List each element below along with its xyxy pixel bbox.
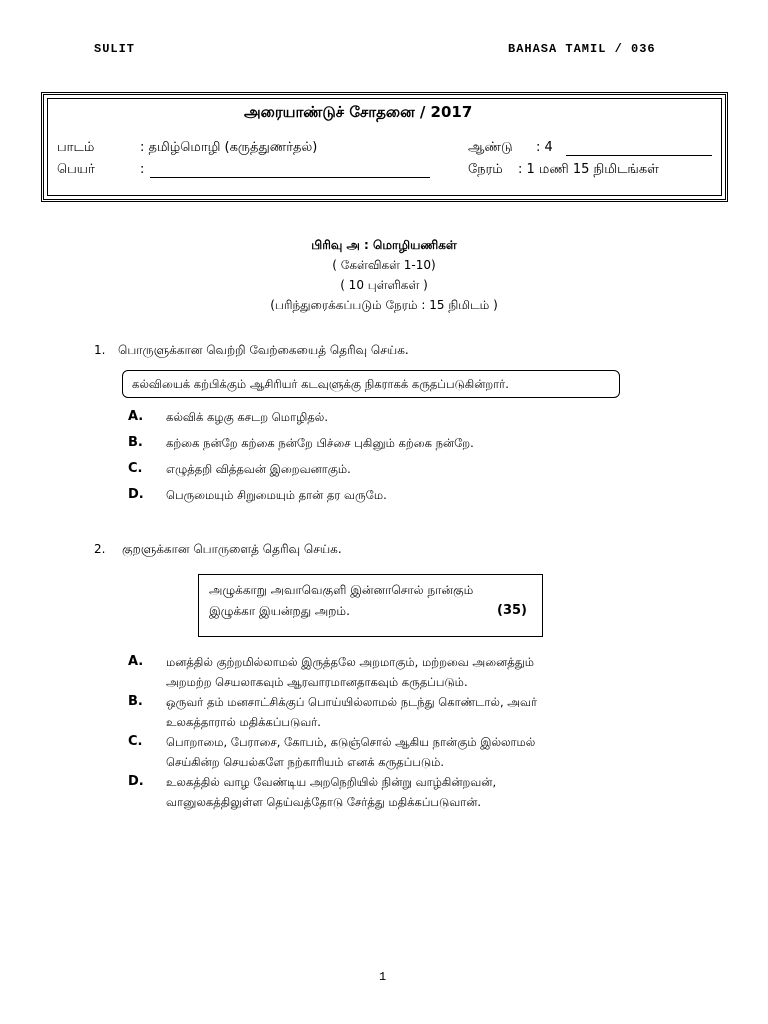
section-marks: ( 10 புள்ளிகள் ): [340, 278, 428, 292]
subject-value: : தமிழ்மொழி (கருத்துணர்தல்): [140, 140, 318, 155]
header-subject-code: BAHASA TAMIL / 036: [508, 42, 656, 56]
q2-prompt: குறளுக்கான பொருளைத் தெரிவு செய்க.: [122, 542, 342, 556]
q2-kural-line2: இழுக்கா இயன்றது அறம்.: [209, 604, 350, 618]
q2-option-d-line2: வானுலகத்திலுள்ள தெய்வத்தோடு சேர்த்து மதிக்கப்படுவான்.: [166, 795, 482, 809]
q2-option-d-letter: D.: [128, 774, 144, 789]
q2-option-c-line2: செய்கின்ற செயல்களே நற்காரியம் எனக் கருதப்படும்.: [166, 755, 445, 769]
q2-option-b-line2: உலகத்தாரால் மதிக்கப்படுவர்.: [166, 715, 321, 729]
year-label: ஆண்டு: [468, 140, 513, 155]
q1-option-a-letter: A.: [128, 409, 144, 424]
q1-prompt: பொருளுக்கான வெற்றி வேற்கையைத் தெரிவு செய்க.: [118, 343, 409, 357]
q1-option-b-text: கற்கை நன்றே கற்கை நன்றே பிச்சை புகினும் கற்கை நன்றே.: [166, 436, 474, 450]
q2-number: 2.: [94, 542, 106, 556]
header-sulit: SULIT: [94, 42, 136, 56]
name-colon: :: [140, 162, 145, 177]
q2-option-c-line1: பொறாமை, பேராசை, கோபம், கடுஞ்சொல் ஆகிய நான்கும் இல்லாமல்: [166, 735, 536, 749]
q1-option-d-text: பெருமையும் சிறுமையும் தான் தர வருமே.: [166, 488, 387, 502]
q2-option-b-line1: ஒருவர் தம் மனசாட்சிக்குப் பொய்யில்லாமல் நடந்து கொண்டால், அவர்: [166, 695, 538, 709]
section-suggested-time: (பரிந்துரைக்கப்படும் நேரம் : 15 நிமிடம் ): [270, 298, 498, 312]
q1-option-a-text: கல்விக் கழகு கசடற மொழிதல்.: [166, 410, 328, 424]
q1-option-d-letter: D.: [128, 487, 144, 502]
page-number: 1: [379, 970, 387, 984]
section-questions: ( கேள்விகள் 1-10): [332, 258, 436, 272]
q2-option-a-letter: A.: [128, 654, 144, 669]
q1-number: 1.: [94, 343, 106, 357]
q1-option-c-text: எழுத்தறி வித்தவன் இறைவனாகும்.: [166, 462, 351, 476]
name-label: பெயர்: [57, 162, 95, 177]
q2-option-c-letter: C.: [128, 734, 143, 749]
year-value: : 4: [536, 140, 553, 155]
time-label: நேரம்: [468, 162, 503, 177]
exam-title: அரையாண்டுச் சோதனை / 2017: [244, 103, 473, 121]
q2-kural-line1: அழுக்காறு அவாவெகுளி இன்னாசொல் நான்கும்: [209, 583, 474, 597]
section-title: பிரிவு அ : மொழியணிகள்: [311, 238, 457, 252]
q1-quote-box: கல்வியைக் கற்பிக்கும் ஆசிரியர் கடவுளுக்கு நிகராகக் கருதப்படுகின்றார்.: [122, 370, 620, 398]
q2-option-a-line1: மனத்தில் குற்றமில்லாமல் இருத்தலே அறமாகும், மற்றவை அனைத்தும்: [166, 655, 534, 669]
q2-option-b-letter: B.: [128, 694, 143, 709]
q2-kural-box: [198, 574, 543, 637]
year-blank-line: [566, 155, 712, 156]
q2-option-a-line2: அறமற்ற செயலாகவும் ஆரவாரமானதாகவும் கருதப்படும்.: [166, 675, 468, 689]
q2-option-d-line1: உலகத்தில் வாழ வேண்டிய அறநெறியில் நின்று வாழ்கின்றவன்,: [166, 775, 497, 789]
q2-kural-number: (35): [497, 603, 527, 618]
subject-label: பாடம்: [57, 140, 95, 155]
time-value: : 1 மணி 15 நிமிடங்கள்: [518, 162, 659, 177]
q1-option-b-letter: B.: [128, 435, 143, 450]
q1-option-c-letter: C.: [128, 461, 143, 476]
name-blank-line: [150, 177, 430, 178]
